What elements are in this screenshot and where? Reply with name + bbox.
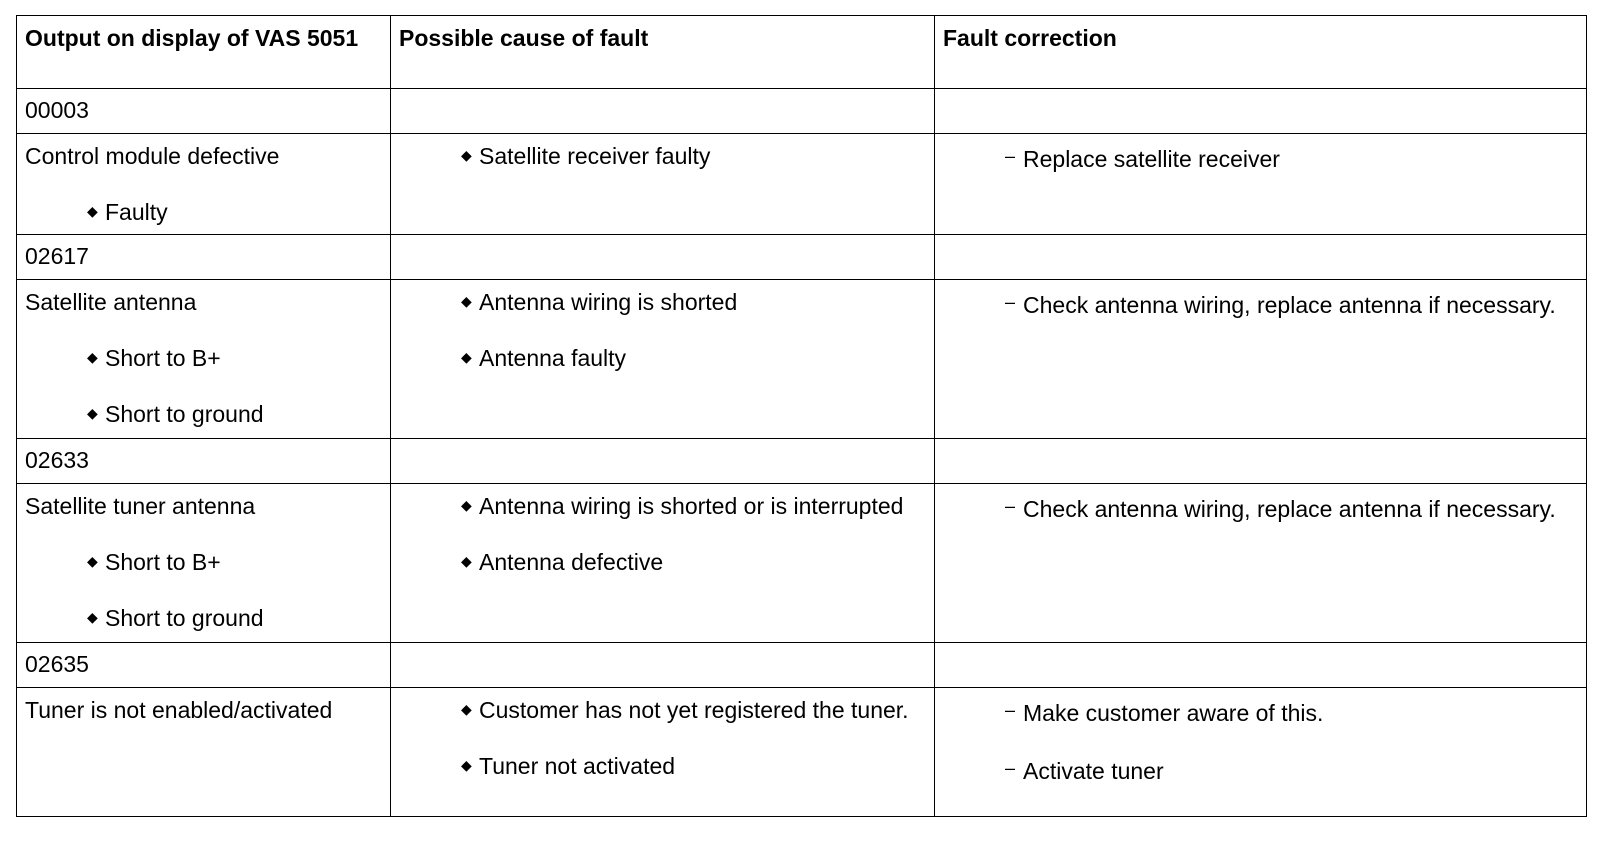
correction-cell xyxy=(935,484,1587,643)
output-title: Control module defective xyxy=(25,143,280,169)
correction-cell xyxy=(935,688,1587,817)
output-cell xyxy=(17,484,391,643)
bullet-diamond-icon: ◆ xyxy=(87,405,98,421)
table-row xyxy=(17,688,1587,817)
fault-code-cell xyxy=(17,235,391,280)
dash-icon: – xyxy=(1005,496,1016,516)
list-item: ◆ Satellite receiver faulty xyxy=(461,143,711,169)
fault-code-cell xyxy=(17,439,391,484)
header-output: Output on display of VAS 5051 xyxy=(17,16,391,89)
correction-list xyxy=(935,134,1586,173)
empty-cell xyxy=(935,89,1587,134)
list-item: ◆ Antenna wiring is shorted or is interrupted xyxy=(461,493,904,519)
output-title: Satellite antenna xyxy=(25,289,197,315)
bullet-diamond-icon: ◆ xyxy=(461,497,472,513)
list-item: ◆ Customer has not yet registered the tuner. xyxy=(461,697,909,723)
empty-cell xyxy=(391,89,935,134)
correction-list xyxy=(935,688,1586,785)
cause-cell xyxy=(391,688,935,817)
fault-code: 00003 xyxy=(25,97,89,123)
table-row xyxy=(17,89,1587,134)
cause-list xyxy=(391,484,934,576)
symptom-list xyxy=(25,344,382,428)
cause-list xyxy=(391,280,934,372)
empty-cell xyxy=(391,439,935,484)
header-row xyxy=(17,16,1587,89)
bullet-diamond-icon: ◆ xyxy=(87,553,98,569)
list-item: – Replace satellite receiver xyxy=(1001,145,1578,173)
output-cell xyxy=(17,134,391,235)
table-row xyxy=(17,439,1587,484)
table-header xyxy=(17,16,1587,89)
bullet-diamond-icon: ◆ xyxy=(461,349,472,365)
header-cause: Possible cause of fault xyxy=(391,16,935,89)
list-item: ◆ Short to ground xyxy=(87,401,264,427)
cause-cell xyxy=(391,280,935,439)
cause-list xyxy=(391,134,934,170)
bullet-diamond-icon: ◆ xyxy=(461,293,472,309)
bullet-diamond-icon: ◆ xyxy=(461,147,472,163)
fault-table xyxy=(16,15,1587,817)
bullet-diamond-icon: ◆ xyxy=(87,203,98,219)
list-item: ◆ Short to B+ xyxy=(87,549,221,575)
dash-icon: – xyxy=(1005,146,1016,166)
empty-cell xyxy=(391,235,935,280)
header-correction: Fault correction xyxy=(935,16,1587,89)
table-row xyxy=(17,484,1587,643)
dash-icon: – xyxy=(1005,758,1016,778)
empty-cell xyxy=(935,439,1587,484)
bullet-diamond-icon: ◆ xyxy=(461,701,472,717)
symptom-list xyxy=(25,548,382,632)
empty-cell xyxy=(935,643,1587,688)
list-item: – Check antenna wiring, replace antenna if necessary. xyxy=(1001,495,1578,523)
correction-cell xyxy=(935,134,1587,235)
list-item: ◆ Antenna faulty xyxy=(461,345,627,371)
list-item: – Activate tuner xyxy=(1001,757,1578,785)
list-item: – Make customer aware of this. xyxy=(1001,699,1578,727)
dash-icon: – xyxy=(1005,700,1016,720)
fault-code: 02635 xyxy=(25,651,89,677)
list-item: – Check antenna wiring, replace antenna if necessary. xyxy=(1001,291,1578,319)
bullet-diamond-icon: ◆ xyxy=(461,757,472,773)
fault-code-cell xyxy=(17,89,391,134)
list-item: ◆ Short to ground xyxy=(87,605,264,631)
cause-cell xyxy=(391,134,935,235)
output-title: Satellite tuner antenna xyxy=(25,493,256,519)
output-cell xyxy=(17,280,391,439)
list-item: ◆ Tuner not activated xyxy=(461,753,676,779)
table-row xyxy=(17,134,1587,235)
output-cell xyxy=(17,688,391,817)
fault-code-cell xyxy=(17,643,391,688)
correction-cell xyxy=(935,280,1587,439)
correction-list xyxy=(935,280,1586,319)
list-item: ◆ Antenna wiring is shorted xyxy=(461,289,738,315)
bullet-diamond-icon: ◆ xyxy=(87,349,98,365)
list-item: ◆ Faulty xyxy=(87,199,168,225)
symptom-list xyxy=(25,198,382,226)
empty-cell xyxy=(391,643,935,688)
list-item: ◆ Short to B+ xyxy=(87,345,221,371)
table-row xyxy=(17,235,1587,280)
output-title: Tuner is not enabled/activated xyxy=(25,697,333,723)
dash-icon: – xyxy=(1005,292,1016,312)
table-row xyxy=(17,643,1587,688)
bullet-diamond-icon: ◆ xyxy=(87,609,98,625)
fault-code: 02617 xyxy=(25,243,89,269)
cause-cell xyxy=(391,484,935,643)
empty-cell xyxy=(935,235,1587,280)
table-row xyxy=(17,280,1587,439)
bullet-diamond-icon: ◆ xyxy=(461,553,472,569)
fault-code: 02633 xyxy=(25,447,89,473)
cause-list xyxy=(391,688,934,780)
list-item: ◆ Antenna defective xyxy=(461,549,664,575)
correction-list xyxy=(935,484,1586,523)
